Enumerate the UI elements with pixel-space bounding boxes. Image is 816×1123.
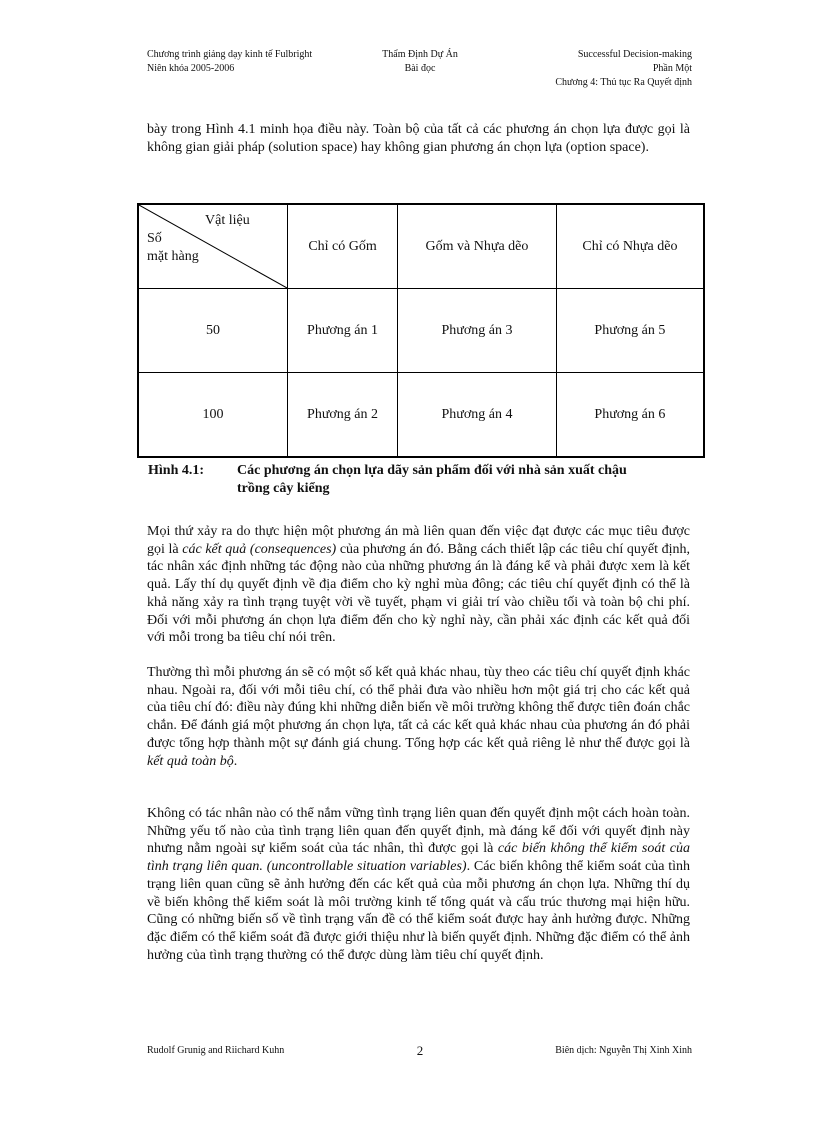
header-book-title: Successful Decision-making [577, 49, 692, 60]
table-cell: Phương án 3 [398, 289, 557, 373]
paragraph-text: Mọi thứ xảy ra do thực hiện một phương án mà liên quan đến việc đạt được các mục tiêu được gọi là [147, 524, 690, 557]
page-number: 2 [416, 1043, 424, 1058]
column-header: Chỉ có Gốm [288, 204, 398, 289]
table-corner-cell [138, 204, 288, 289]
header-right [555, 48, 692, 90]
paragraph-text: của phương án đó. Bằng cách thiết lập các tiêu chí quyết định, tác nhân xác định những tác động nào của những phương án là đáng kể và phải được xem là kết quả. Lấy thí dụ quyết định về địa điểm cho kỳ nghỉ mùa đông; các tiêu chí quyết định có thể là khả năng xảy ra tình trạng tuyệt vời về tuyết, phạm vi giải trí vào chiều tối và toàn bộ chi phí. Đối với mỗi phương án chọn lựa điểm đến cho kỳ nghỉ này, cần phải xác định các kết quả đối với mỗi trong ba tiêu chí nói trên. [147, 541, 690, 646]
corner-count-label-1: Số [147, 231, 162, 246]
header-program: Chương trình giảng dạy kinh tế Fulbright [147, 49, 313, 60]
emphasis-term: các kết quả (consequences) [182, 541, 337, 557]
table-cell: Phương án 4 [398, 373, 557, 458]
header-course: Thẩm Định Dự Án [382, 49, 458, 60]
paragraph-text: . Các biến không thể kiểm soát của tình trạng liên quan cũng sẽ ảnh hưởng đến các kết quả của mỗi phương án chọn lựa. Những thí dụ về biến không thể kiểm soát là môi trường kinh tế tổng quát và cấu trúc thương mại hiện hữu. Cũng có những biến số về tình trạng vấn đề có thể kiểm soát được hay ảnh hưởng được. Những đặc điểm có thể kiểm soát đã được giới thiệu như là biến quyết định. Những đặc điểm có thể ảnh hưởng của tình trạng thường có thể được dùng làm tiêu chí quyết định. [147, 859, 690, 963]
footer-authors: Rudolf Grunig and Riichard Kuhn [147, 1045, 285, 1056]
corner-count-label-2: mặt hàng [147, 249, 199, 264]
header-doc-type: Bài đọc [404, 63, 436, 74]
table-header-row [138, 204, 704, 289]
table-cell: Phương án 6 [556, 373, 704, 458]
header-left [147, 48, 312, 76]
paragraph-text: Không có tác nhân nào có thể nắm vững tình trạng liên quan đến quyết định một cách hoàn toàn. Những yếu tố nào của tình trạng liên quan đến quyết định, mà đáng kể đối với quyết định này nhưng nằm ngoài sự kiểm soát của tác nhân, thì được gọi là [147, 806, 690, 857]
table-row [138, 373, 704, 458]
column-header: Gốm và Nhựa dẽo [398, 204, 557, 289]
corner-material-label: Vật liệu [205, 213, 250, 228]
caption-text: Các phương án chọn lựa dãy sản phẩm đối với nhà sản xuất chậu trồng cây kiểng [237, 463, 627, 496]
header-chapter: Chương 4: Thủ tục Ra Quyết định [555, 77, 692, 88]
emphasis-term: kết quả toàn bộ [147, 753, 234, 769]
paragraph-overall-result [147, 664, 690, 770]
caption-label: Hình 4.1: [148, 463, 205, 478]
paragraph-text: Thường thì mỗi phương án sẽ có một số kết quả khác nhau, tùy theo các tiêu chí quyết định khác nhau. Ngoài ra, đối với mỗi tiêu chí, có thể phải đưa vào nhiều hơn một giá trị cho các kết quả của tiêu chí đó: điều này đúng khi những diễn biến về môi trường không thể được tiên đoán chắc chắn. Để đánh giá một phương án chọn lựa, tất cả các kết quả khác nhau của phương án đó phải được tổng hợp thành một sự đánh giá chung. Tổng hợp các kết quả riêng lẻ như thế được gọi là [147, 665, 690, 751]
row-label: 50 [138, 289, 288, 373]
paragraph-consequences [147, 523, 690, 647]
header-academic-year: Niên khóa 2005-2006 [147, 63, 235, 74]
table-cell: Phương án 1 [288, 289, 398, 373]
table-cell: Phương án 5 [556, 289, 704, 373]
footer-translator: Biên dịch: Nguyễn Thị Xinh Xinh [555, 1045, 692, 1056]
emphasis-term: các biến không thể kiểm soát của tình trạng liên quan. (uncontrollable situation variables) [147, 841, 691, 875]
header-part: Phần Một [652, 63, 692, 74]
header-middle [360, 48, 480, 76]
column-header: Chỉ có Nhựa dẽo [556, 204, 704, 289]
table-cell: Phương án 2 [288, 373, 398, 458]
row-label: 100 [138, 373, 288, 458]
table-row [138, 289, 704, 373]
options-table [137, 203, 705, 458]
intro-paragraph: bày trong Hình 4.1 minh họa điều này. Toàn bộ của tất cả các phương án chọn lựa được gọi là không gian giải pháp (solution space) hay không gian phương án chọn lựa (option space). [147, 122, 690, 155]
paragraph-uncontrollable-variables [147, 805, 690, 964]
paragraph-text: . [233, 753, 238, 769]
